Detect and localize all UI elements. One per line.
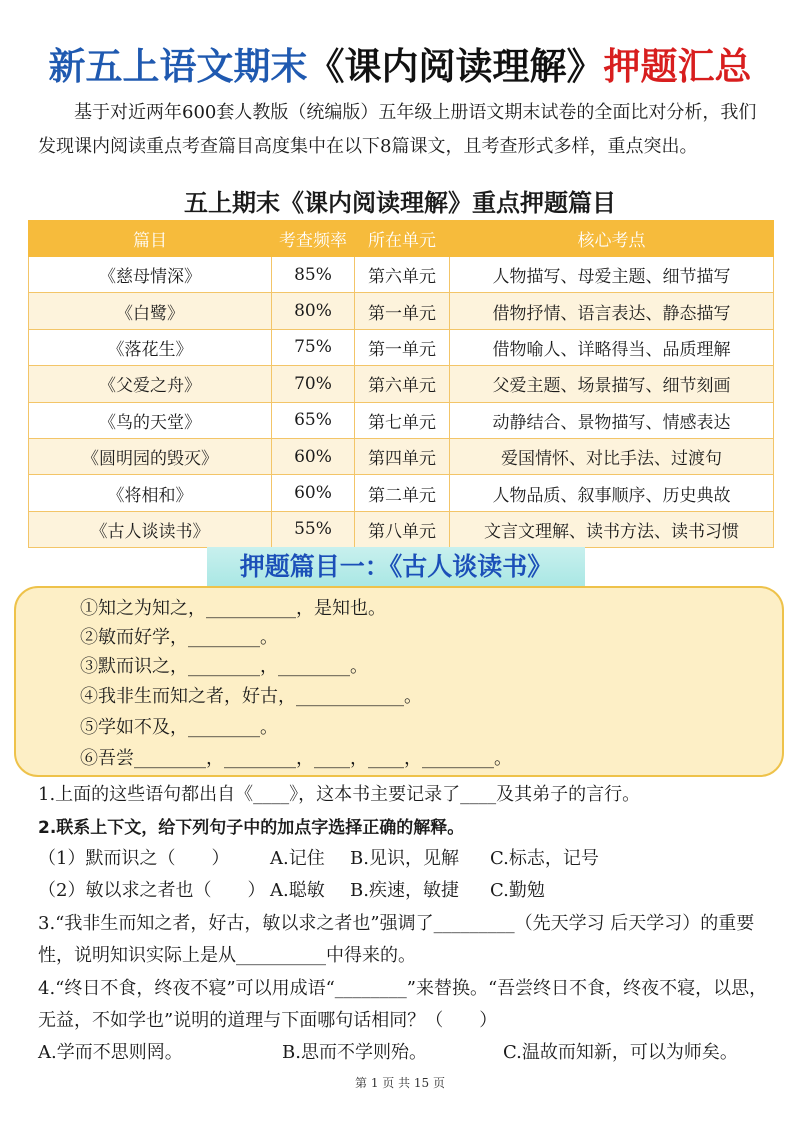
cell-title: 《父爱之舟》 bbox=[29, 366, 272, 402]
question-2-2-option-b: B.疾速，敏捷 bbox=[350, 880, 459, 901]
question-2-1-option-c: C.标志，记号 bbox=[490, 848, 599, 869]
page-title bbox=[0, 40, 800, 94]
question-3: 3.“我非生而知之者，好古，敏以求之者也”强调了_________（先天学习 后天学习）的重要性，说明知识实际上是从__________中得来的。 bbox=[38, 913, 755, 966]
question-2-1-stem: （1）默而识之（ ） bbox=[38, 848, 230, 869]
cell-frequency: 60% bbox=[272, 475, 355, 511]
cell-unit: 第七单元 bbox=[355, 402, 450, 438]
cell-key-points: 爱国情怀、对比手法、过渡句 bbox=[450, 438, 774, 474]
question-2-1-option-a: A.记住 bbox=[270, 848, 325, 869]
question-2-2-option-c: C.勤勉 bbox=[490, 880, 545, 901]
table-heading: 五上期末《课内阅读理解》重点押题篇目 bbox=[184, 189, 616, 217]
cell-unit: 第六单元 bbox=[355, 366, 450, 402]
cell-key-points: 人物品质、叙事顺序、历史典故 bbox=[450, 475, 774, 511]
title-part-2: 《课内阅读理解》 bbox=[307, 45, 604, 88]
cell-unit: 第二单元 bbox=[355, 475, 450, 511]
title-part-3: 押题汇总 bbox=[603, 45, 752, 88]
question-4-option-c: C.温故而知新，可以为师矣。 bbox=[503, 1042, 738, 1063]
cell-unit: 第一单元 bbox=[355, 293, 450, 329]
header-unit: 所在单元 bbox=[355, 221, 450, 257]
page-footer: 第 1 页 共 15 页 bbox=[355, 1076, 445, 1090]
cell-key-points: 借物抒情、语言表达、静态描写 bbox=[450, 293, 774, 329]
key-texts-table bbox=[28, 220, 774, 548]
fill-line-4: ④我非生而知之者，好古，____________。 bbox=[80, 686, 422, 707]
cell-title: 《圆明园的毁灭》 bbox=[29, 438, 272, 474]
fill-line-2: ②敏而好学，________。 bbox=[80, 627, 278, 648]
header-frequency: 考查频率 bbox=[272, 221, 355, 257]
fill-line-3: ③默而识之，________，________。 bbox=[80, 656, 368, 677]
table-row bbox=[29, 475, 774, 511]
table-header-row bbox=[29, 221, 774, 257]
question-2: 2.联系上下文，给下列句子中的加点字选择正确的解释。 bbox=[38, 818, 465, 838]
cell-key-points: 人物描写、母爱主题、细节描写 bbox=[450, 257, 774, 293]
question-2-1-option-b: B.见识，见解 bbox=[350, 848, 459, 869]
title-part-1: 新五上语文期末 bbox=[48, 45, 308, 88]
cell-key-points: 动静结合、景物描写、情感表达 bbox=[450, 402, 774, 438]
question-4: 4.“终日不食，终夜不寝”可以用成语“________”来替换。“吾尝终日不食，终夜不寝，以思，无益，不如学也”说明的道理与下面哪句话相同？（ ） bbox=[38, 978, 768, 1031]
header-key-points: 核心考点 bbox=[450, 221, 774, 257]
cell-frequency: 80% bbox=[272, 293, 355, 329]
question-1: 1.上面的这些语句都出自《____》，这本书主要记录了____及其弟子的言行。 bbox=[38, 784, 641, 805]
table-row bbox=[29, 366, 774, 402]
question-2-2-stem: （2）敏以求之者也（ ） bbox=[38, 880, 266, 901]
cell-title: 《将相和》 bbox=[29, 475, 272, 511]
fill-in-box bbox=[14, 586, 784, 777]
fill-line-1: ①知之为知之，__________，是知也。 bbox=[80, 598, 386, 619]
cell-key-points: 父爱主题、场景描写、细节刻画 bbox=[450, 366, 774, 402]
cell-frequency: 70% bbox=[272, 366, 355, 402]
question-2-2-option-a: A.聪敏 bbox=[270, 880, 325, 901]
cell-key-points: 借物喻人、详略得当、品质理解 bbox=[450, 329, 774, 365]
section-banner: 押题篇目一：《古人谈读书》 bbox=[207, 547, 585, 587]
table-row bbox=[29, 293, 774, 329]
cell-unit: 第一单元 bbox=[355, 329, 450, 365]
cell-frequency: 75% bbox=[272, 329, 355, 365]
cell-title: 《鸟的天堂》 bbox=[29, 402, 272, 438]
cell-frequency: 60% bbox=[272, 438, 355, 474]
cell-title: 《慈母情深》 bbox=[29, 257, 272, 293]
question-4-option-b: B.思而不学则殆。 bbox=[282, 1042, 427, 1063]
cell-frequency: 55% bbox=[272, 511, 355, 547]
cell-title: 《落花生》 bbox=[29, 329, 272, 365]
cell-key-points: 文言文理解、读书方法、读书习惯 bbox=[450, 511, 774, 547]
table-row bbox=[29, 438, 774, 474]
question-4-option-a: A.学而不思则罔。 bbox=[38, 1042, 183, 1063]
cell-title: 《白鹭》 bbox=[29, 293, 272, 329]
fill-line-5: ⑤学如不及，________。 bbox=[80, 717, 278, 738]
intro-paragraph: 基于对近两年600套人教版（统编版）五年级上册语文期末试卷的全面比对分析，我们发现课内阅读重点考查篇目高度集中在以下8篇课文，且考查形式多样，重点突出。 bbox=[38, 102, 757, 157]
cell-frequency: 65% bbox=[272, 402, 355, 438]
table-row bbox=[29, 329, 774, 365]
cell-unit: 第四单元 bbox=[355, 438, 450, 474]
cell-frequency: 85% bbox=[272, 257, 355, 293]
fill-line-6: ⑥吾尝________，________，____，____，________。 bbox=[80, 748, 512, 769]
cell-unit: 第六单元 bbox=[355, 257, 450, 293]
header-title: 篇目 bbox=[29, 221, 272, 257]
table-row bbox=[29, 402, 774, 438]
cell-title: 《古人谈读书》 bbox=[29, 511, 272, 547]
table-row bbox=[29, 257, 774, 293]
table-row bbox=[29, 511, 774, 547]
cell-unit: 第八单元 bbox=[355, 511, 450, 547]
